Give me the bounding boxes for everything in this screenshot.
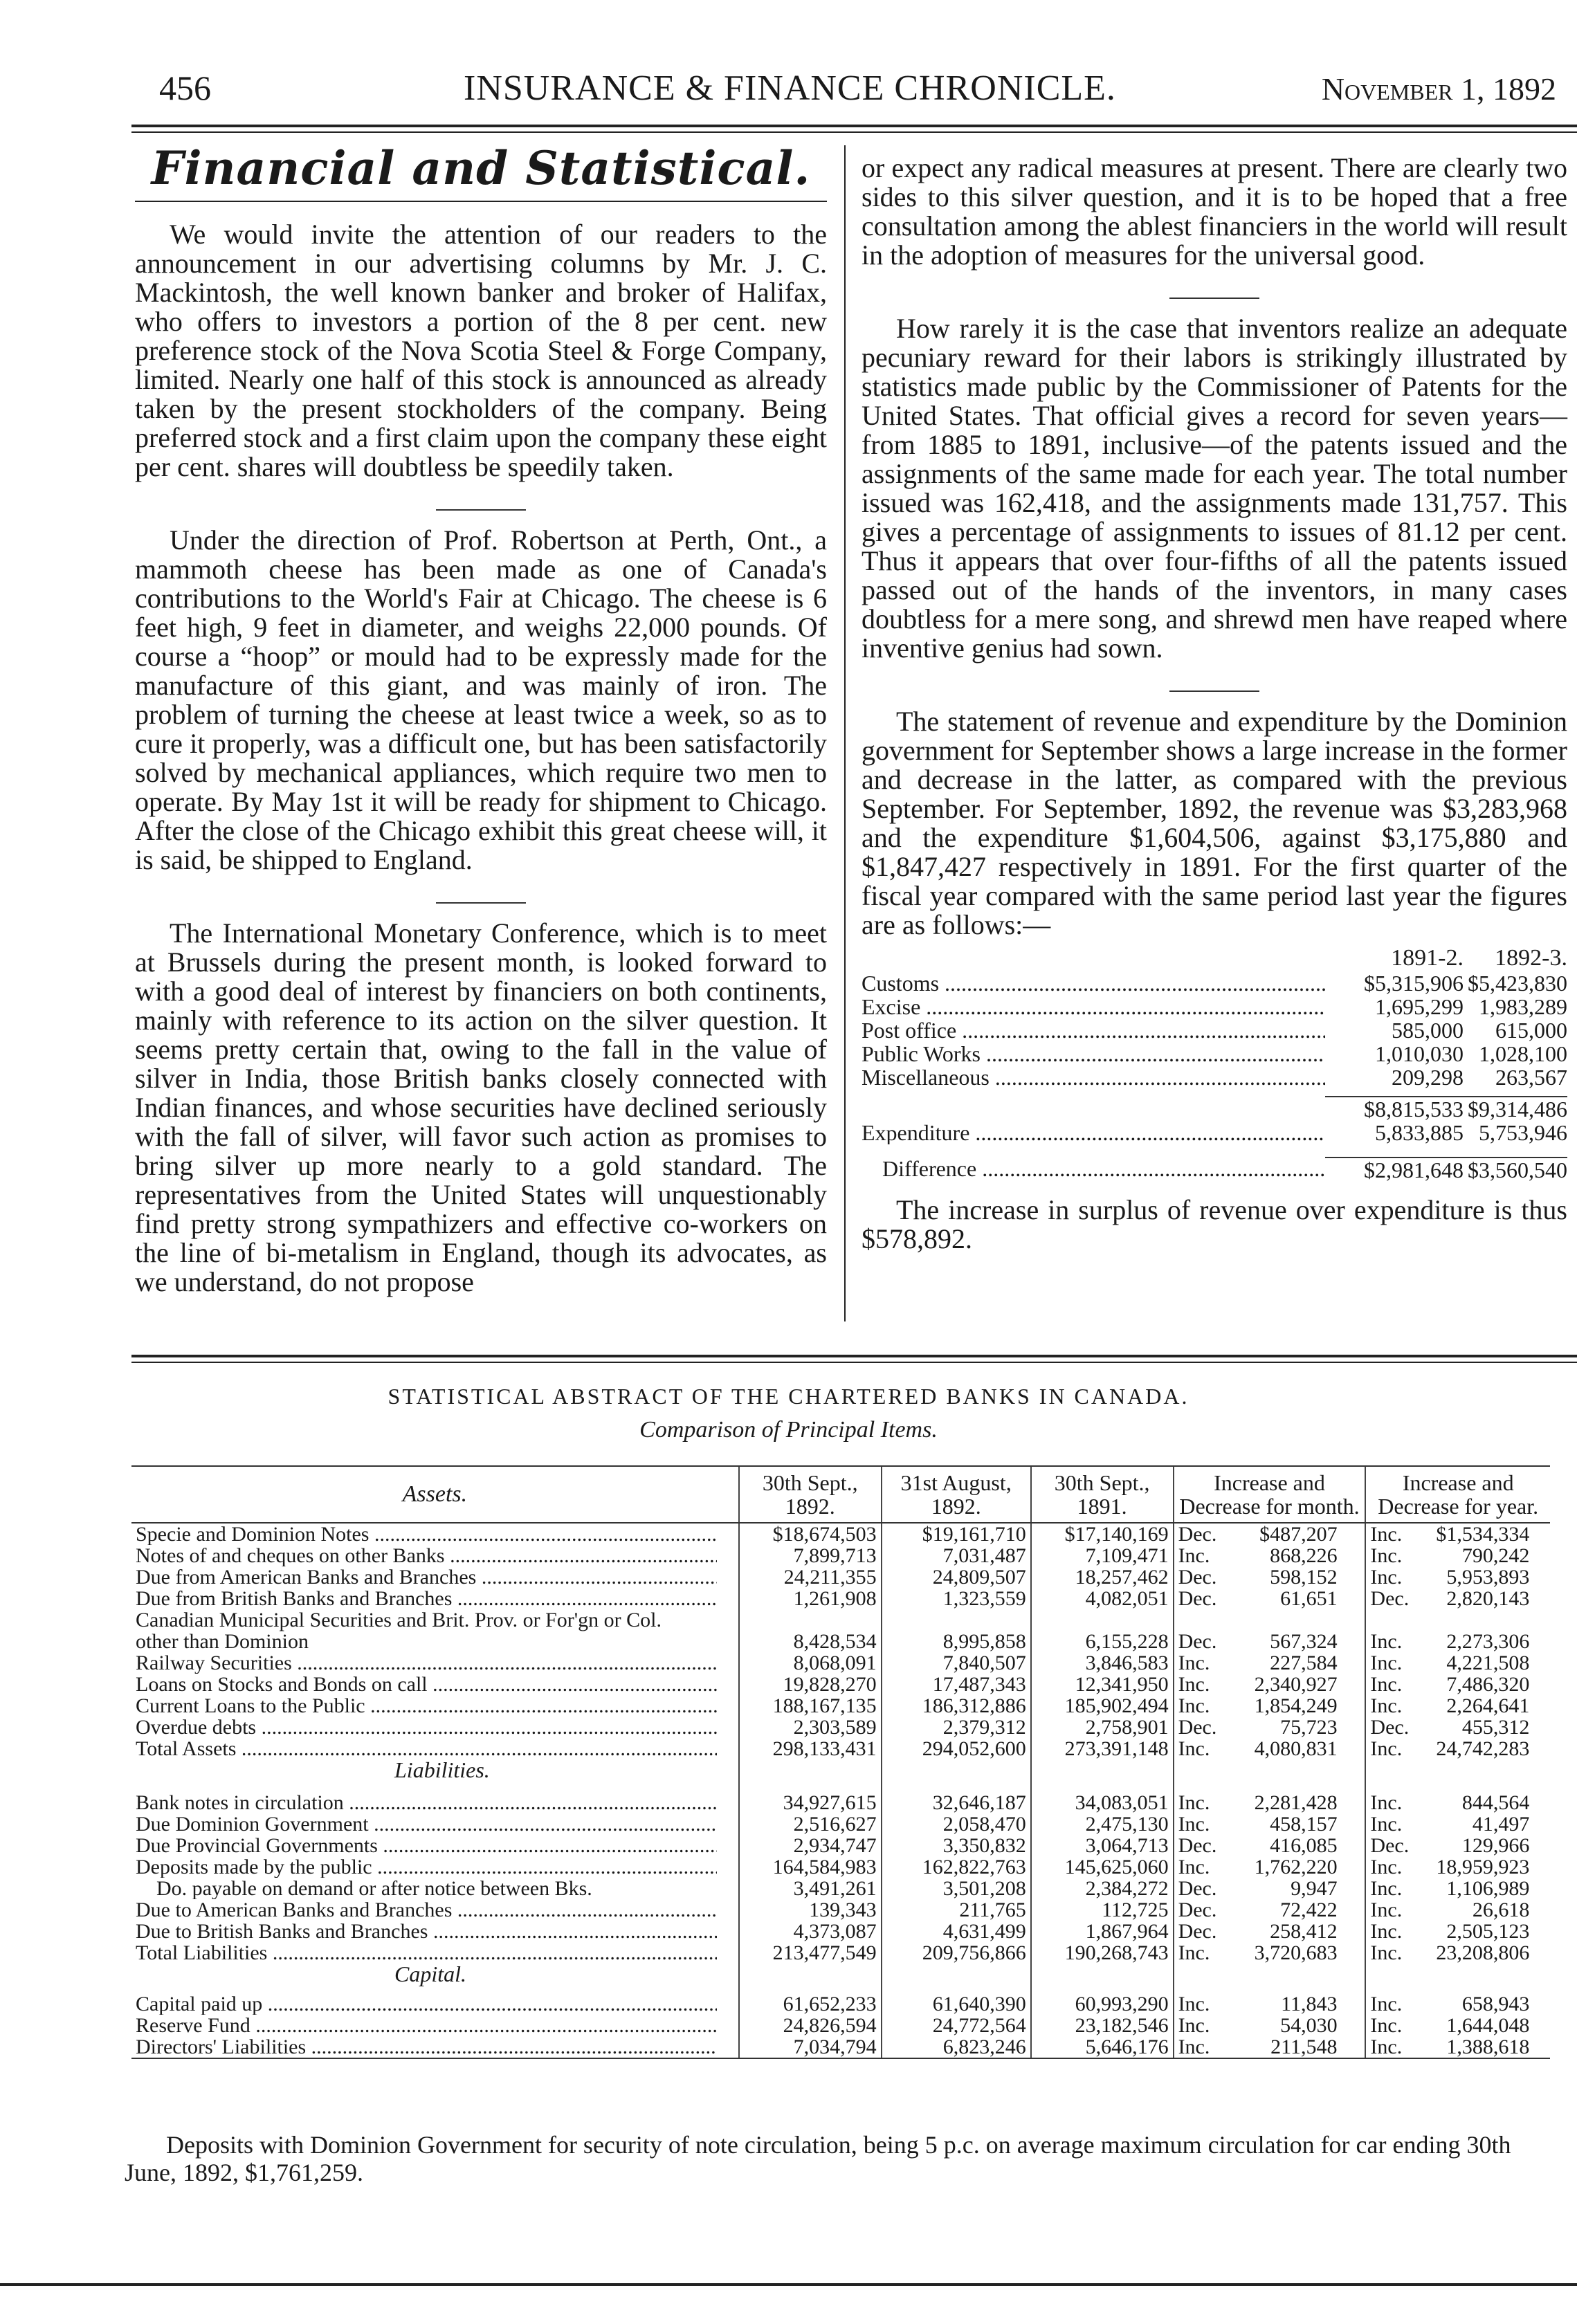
column-header: 30th Sept., 1892. (739, 1466, 882, 1523)
cell: $19,161,710 (882, 1523, 1031, 1545)
change-value: 211,548 (1270, 2035, 1338, 2058)
table-row (131, 1609, 1550, 1652)
section-row (131, 1759, 1550, 1792)
change-value: 416,085 (1270, 1834, 1338, 1857)
change-direction: Inc. (1178, 1791, 1210, 1814)
change-value: 2,281,428 (1254, 1791, 1338, 1814)
issue-date: November 1, 1892 (1321, 71, 1556, 107)
table-row (131, 1545, 1550, 1566)
change-value: 258,412 (1270, 1920, 1338, 1943)
table-row (131, 1942, 1550, 1964)
change-direction: Inc. (1370, 1630, 1403, 1653)
table-row (131, 2015, 1550, 2036)
row-label: Total Liabilities ..... (136, 1942, 717, 1964)
change-value: 9,947 (1291, 1877, 1338, 1900)
row-label: Due to American Banks and Branches ..... (136, 1899, 717, 1921)
change-direction: Inc. (1178, 2035, 1210, 2058)
column-header: 30th Sept., 1891. (1031, 1466, 1174, 1523)
change-direction: Inc. (1178, 1544, 1210, 1567)
table-row (131, 1993, 1550, 2015)
cell: 5,646,176 (1031, 2036, 1174, 2058)
change-direction: Inc. (1370, 1544, 1403, 1567)
row-label: Notes of and cheques on other Banks ..... (136, 1545, 717, 1566)
difference-value: $3,560,540 (1464, 1157, 1567, 1182)
cell: 211,765 (882, 1899, 1031, 1921)
cell: 24,772,564 (882, 2015, 1031, 2036)
cell: 60,993,290 (1031, 1993, 1174, 2015)
change-direction: Dec. (1370, 1587, 1410, 1610)
column-divider (844, 145, 846, 1321)
cell: 23,182,546 (1031, 2015, 1174, 2036)
cell: 2,303,589 (739, 1717, 882, 1738)
revenue-value: 263,567 (1495, 1065, 1567, 1090)
change-value: 1,762,220 (1254, 1856, 1338, 1878)
cell: 6,155,228 (1031, 1609, 1174, 1652)
cell: 188,167,135 (739, 1695, 882, 1717)
cell: 2,934,747 (739, 1835, 882, 1856)
header-rule-thin (131, 131, 1577, 133)
cell: $17,140,169 (1031, 1523, 1174, 1545)
cell: 294,052,600 (882, 1738, 1031, 1759)
revenue-value: 209,298 (1392, 1065, 1464, 1090)
cell: 17,487,343 (882, 1674, 1031, 1695)
change-direction: Inc. (1178, 1856, 1210, 1878)
change-direction: Inc. (1370, 1791, 1403, 1814)
row-label: Due to British Banks and Branches ..... (136, 1921, 717, 1942)
revenue-total: $9,314,486 (1464, 1096, 1567, 1121)
cell: 3,846,583 (1031, 1652, 1174, 1674)
left-column (135, 141, 827, 1324)
cell: 273,391,148 (1031, 1738, 1174, 1759)
abstract-title: STATISTICAL ABSTRACT OF THE CHARTERED BANKS IN CANADA. (388, 1384, 1189, 1409)
table-row (131, 1813, 1550, 1835)
change-value: 18,959,923 (1436, 1856, 1530, 1878)
cell: 8,995,858 (882, 1609, 1031, 1652)
cell: 4,082,051 (1031, 1588, 1174, 1609)
change-value: 4,221,508 (1446, 1651, 1530, 1674)
cell: 145,625,060 (1031, 1856, 1174, 1878)
row-label: Canadian Municipal Securities and Brit. Prov. or For'gn or Col. other than Dominion (136, 1609, 662, 1652)
row-label: Due Dominion Government ..... (136, 1813, 717, 1835)
row-label: Railway Securities ..... (136, 1652, 717, 1674)
cell: 6,823,246 (882, 2036, 1031, 2058)
article-paragraph: The statement of revenue and expenditure by the Dominion government for September shows a large increase in the former and decrease in the latter, as compared with the previous September. For September, 1892, the revenue was $3,283,968 and the expenditure $1,604,506, against $3,175,880 and $1,847,427 respectively in 1891. For the first quarter of the fiscal year compared with the same period last year the figures are as follows:— (862, 706, 1567, 940)
change-value: 1,106,989 (1446, 1877, 1530, 1900)
revenue-value: 1,010,030 (1375, 1041, 1464, 1066)
change-direction: Inc. (1178, 1993, 1210, 2015)
section-label: Capital. (394, 1961, 467, 1986)
row-label: Reserve Fund ..... (136, 2015, 717, 2036)
table-row (131, 2036, 1550, 2058)
article-separator (1169, 690, 1259, 692)
change-direction: Inc. (1370, 1566, 1403, 1589)
column-header: Increase and Decrease for month. (1174, 1466, 1366, 1523)
cell: 3,350,832 (882, 1835, 1031, 1856)
row-label: Directors' Liabilities ..... (136, 2036, 717, 2058)
cell: 61,640,390 (882, 1993, 1031, 2015)
change-direction: Dec. (1178, 1834, 1217, 1857)
change-value: $487,207 (1259, 1523, 1338, 1546)
cell: 1,261,908 (739, 1588, 882, 1609)
change-direction: Inc. (1178, 1941, 1210, 1964)
cell: 2,758,901 (1031, 1717, 1174, 1738)
row-label: Loans on Stocks and Bonds on call ..... (136, 1674, 717, 1695)
table-row (131, 1856, 1550, 1878)
revenue-row (862, 995, 1567, 1018)
cell: 12,341,950 (1031, 1674, 1174, 1695)
expenditure-label: Expenditure ..... (862, 1121, 1325, 1144)
change-value: 54,030 (1280, 2014, 1338, 2037)
cell: 18,257,462 (1031, 1566, 1174, 1588)
cell: 4,631,499 (882, 1921, 1031, 1942)
cell: 19,828,270 (739, 1674, 882, 1695)
change-value: 844,564 (1461, 1791, 1530, 1814)
table-row (131, 1523, 1550, 1545)
change-direction: Inc. (1370, 1813, 1403, 1836)
cell: 185,902,494 (1031, 1695, 1174, 1717)
section-heading: Financial and Statistical. (151, 141, 811, 195)
revenue-value: $5,315,906 (1364, 971, 1464, 996)
change-direction: Dec. (1178, 1523, 1217, 1546)
cell: 4,373,087 (739, 1921, 882, 1942)
change-value: $1,534,334 (1436, 1523, 1530, 1546)
revenue-label: Post office ..... (862, 1018, 1325, 1042)
row-label: Do. payable on demand or after notice between Bks. (156, 1878, 592, 1899)
revenue-value: 1,695,299 (1375, 994, 1464, 1019)
change-value: 3,720,683 (1254, 1941, 1338, 1964)
change-direction: Inc. (1370, 1737, 1403, 1760)
change-direction: Dec. (1370, 1834, 1410, 1857)
change-value: 24,742,283 (1436, 1737, 1530, 1760)
change-direction: Inc. (1178, 1813, 1210, 1836)
revenue-value: 585,000 (1392, 1018, 1464, 1043)
revenue-value: $5,423,830 (1468, 971, 1567, 996)
column-header: 31st August, 1892. (882, 1466, 1031, 1523)
change-direction: Dec. (1178, 1630, 1217, 1653)
table-row (131, 1717, 1550, 1738)
difference-value: $2,981,648 (1325, 1157, 1464, 1182)
change-value: 2,820,143 (1446, 1587, 1530, 1610)
change-direction: Inc. (1370, 1673, 1403, 1696)
revenue-total: $8,815,533 (1325, 1096, 1464, 1121)
cell: 7,034,794 (739, 2036, 882, 2058)
change-value: 658,943 (1461, 1993, 1530, 2015)
page-number: 456 (159, 68, 211, 107)
change-value: 61,651 (1280, 1587, 1338, 1610)
article-paragraph: Under the direction of Prof. Robertson at Perth, Ont., a mammoth cheese has been made as one of Canada's contributions to the World's Fair at Chicago. The cheese is 6 feet high, 9 feet in diameter, and weighs 22,000 pounds. Of course a “hoop” or mould had to be expressly made for the manufacture of this giant, and was mainly of iron. The problem of turning the cheese at least twice a week, so as to cure it properly, was a difficult one, but has been satisfactorily solved by mechanical appliances, which require two men to operate. By May 1st it will be ready for shipment to Chicago. After the close of the Chicago exhibit this great cheese will, it is said, be shipped to England. (135, 524, 827, 875)
cell: 1,323,559 (882, 1588, 1031, 1609)
change-value: 868,226 (1270, 1544, 1338, 1567)
difference-row (862, 1157, 1567, 1182)
row-label: Total Assets ..... (136, 1738, 717, 1759)
revenue-value: 1,983,289 (1479, 994, 1567, 1019)
change-direction: Inc. (1370, 1877, 1403, 1900)
change-value: 2,273,306 (1446, 1630, 1530, 1653)
change-direction: Inc. (1178, 2014, 1210, 2037)
cell: 190,268,743 (1031, 1942, 1174, 1964)
row-label: Deposits made by the public ..... (136, 1856, 717, 1878)
change-value: 1,644,048 (1446, 2014, 1530, 2037)
section-row (131, 1964, 1550, 1993)
change-direction: Inc. (1370, 1856, 1403, 1878)
cell: 164,584,983 (739, 1856, 882, 1878)
revenue-row (862, 971, 1567, 995)
right-column (862, 154, 1567, 1281)
cell: 24,809,507 (882, 1566, 1031, 1588)
change-value: 567,324 (1270, 1630, 1338, 1653)
change-direction: Inc. (1370, 1920, 1403, 1943)
change-direction: Dec. (1178, 1920, 1217, 1943)
year-header: 1892-3. (1495, 945, 1567, 971)
row-label: Due from American Banks and Branches ..... (136, 1566, 717, 1588)
change-value: 26,618 (1472, 1898, 1530, 1921)
table-footnote: Deposits with Dominion Government for security of note circulation, being 5 p.c. on average maximum circulation for car ending 30th June, 1892, $1,761,259. (125, 2131, 1511, 2186)
row-label: Due Provincial Governments ..... (136, 1835, 717, 1856)
change-value: 72,422 (1280, 1898, 1338, 1921)
revenue-table-header (862, 945, 1567, 971)
change-value: 41,497 (1472, 1813, 1530, 1836)
publication-title: INSURANCE & FINANCE CHRONICLE. (464, 68, 1116, 108)
change-value: 7,486,320 (1446, 1673, 1530, 1696)
cell: 2,379,312 (882, 1717, 1031, 1738)
bottom-rule (0, 2283, 1577, 2286)
revenue-value: 615,000 (1495, 1018, 1567, 1043)
row-label: Current Loans to the Public ..... (136, 1695, 717, 1717)
section-rule-thin (131, 1362, 1577, 1363)
bank-abstract-table (131, 1465, 1550, 2059)
change-value: 129,966 (1461, 1834, 1530, 1857)
row-label: Bank notes in circulation ..... (136, 1792, 717, 1813)
cell: 2,516,627 (739, 1813, 882, 1835)
row-label: Specie and Dominion Notes ..... (136, 1524, 717, 1545)
change-direction: Inc. (1370, 2035, 1403, 2058)
change-direction: Dec. (1178, 1566, 1217, 1589)
change-value: 458,157 (1270, 1813, 1338, 1836)
table-row (131, 1921, 1550, 1942)
change-direction: Inc. (1370, 2014, 1403, 2037)
table-header-row (131, 1466, 1550, 1523)
change-value: 2,264,641 (1446, 1694, 1530, 1717)
revenue-row (862, 1018, 1567, 1042)
cell: 24,211,355 (739, 1566, 882, 1588)
table-row (131, 1738, 1550, 1759)
revenue-row (862, 1065, 1567, 1089)
year-header: 1891-2. (1391, 945, 1464, 971)
cell: 34,927,615 (739, 1792, 882, 1813)
table-row (131, 1566, 1550, 1588)
row-label: Capital paid up ..... (136, 1993, 717, 2015)
table-row (131, 1588, 1550, 1609)
cell: 7,899,713 (739, 1545, 882, 1566)
change-direction: Dec. (1178, 1877, 1217, 1900)
abstract-subtitle: Comparison of Principal Items. (639, 1417, 938, 1443)
change-direction: Inc. (1370, 1993, 1403, 2015)
revenue-table (862, 945, 1567, 1182)
cell: 7,109,471 (1031, 1545, 1174, 1566)
article-paragraph: We would invite the attention of our readers to the announcement in our advertising columns by Mr. J. C. Mackintosh, the well known banker and broker of Halifax, who offers to investors a portion of the 8 per cent. new preference stock of the Nova Scotia Steel & Forge Company, limited. Nearly one half of this stock is announced as already taken by the present stockholders of the company. Being preferred stock and a first claim upon the company these eight per cent. shares will doubtless be speedily taken. (135, 219, 827, 482)
table-row (131, 1674, 1550, 1695)
section-label: Liabilities. (394, 1757, 490, 1782)
change-direction: Dec. (1178, 1898, 1217, 1921)
cell: 24,826,594 (739, 2015, 882, 2036)
article-paragraph: How rarely it is the case that inventors realize an adequate pecuniary reward for their labors is strikingly illustrated by statistics made public by the Commissioner of Patents for the United States. That official gives a record for seven years—from 1885 to 1891, inclusive—of the patents issued and the assignments of the same made for each year. The total number issued was 162,418, and the assignments made 131,757. This gives a percentage of assignments to issues of 81.12 per cent. Thus it appears that over four-fifths of all the patents issued passed out of the hands of the inventors, in many cases doubtless for a mere song, and shrewd men have reaped where inventive genius had sown. (862, 313, 1567, 664)
cell: $18,674,503 (739, 1523, 882, 1545)
table-row (131, 1899, 1550, 1921)
difference-label: Difference ..... (862, 1157, 1325, 1182)
article-paragraph: The increase in surplus of revenue over expenditure is thus $578,892. (862, 1194, 1567, 1254)
cell: 298,133,431 (739, 1738, 882, 1759)
change-value: 75,723 (1280, 1716, 1338, 1739)
change-value: 5,953,893 (1446, 1566, 1530, 1589)
change-value: 4,080,831 (1254, 1737, 1338, 1760)
change-direction: Inc. (1178, 1673, 1210, 1696)
change-direction: Dec. (1178, 1716, 1217, 1739)
revenue-label: Customs ..... (862, 971, 1325, 995)
table-row (131, 1652, 1550, 1674)
cell: 162,822,763 (882, 1856, 1031, 1878)
cell: 186,312,886 (882, 1695, 1031, 1717)
change-value: 2,340,927 (1254, 1673, 1338, 1696)
revenue-row (862, 1042, 1567, 1065)
cell: 3,491,261 (739, 1878, 882, 1899)
change-value: 227,584 (1270, 1651, 1338, 1674)
cell: 3,501,208 (882, 1878, 1031, 1899)
revenue-value: 1,028,100 (1479, 1041, 1567, 1066)
cell: 209,756,866 (882, 1942, 1031, 1964)
change-value: 790,242 (1461, 1544, 1530, 1567)
expenditure-row (862, 1121, 1567, 1144)
cell: 213,477,549 (739, 1942, 882, 1964)
cell: 139,343 (739, 1899, 882, 1921)
assets-header: Assets. (131, 1466, 739, 1523)
cell: 2,475,130 (1031, 1813, 1174, 1835)
cell: 112,725 (1031, 1899, 1174, 1921)
cell: 2,384,272 (1031, 1878, 1174, 1899)
change-value: 598,152 (1270, 1566, 1338, 1589)
revenue-total-row (862, 1096, 1567, 1121)
cell: 7,031,487 (882, 1545, 1031, 1566)
cell: 61,652,233 (739, 1993, 882, 2015)
page-header (159, 68, 1556, 118)
change-value: 2,505,123 (1446, 1920, 1530, 1943)
cell: 32,646,187 (882, 1792, 1031, 1813)
table-row (131, 1695, 1550, 1717)
cell: 1,867,964 (1031, 1921, 1174, 1942)
change-value: 11,843 (1281, 1993, 1338, 2015)
change-direction: Inc. (1370, 1523, 1403, 1546)
cell: 3,064,713 (1031, 1835, 1174, 1856)
row-label: Overdue debts ..... (136, 1717, 717, 1738)
change-direction: Inc. (1370, 1694, 1403, 1717)
change-direction: Inc. (1178, 1737, 1210, 1760)
change-direction: Inc. (1370, 1941, 1403, 1964)
table-row (131, 1835, 1550, 1856)
change-value: 23,208,806 (1436, 1941, 1530, 1964)
article-paragraph: or expect any radical measures at present. There are clearly two sides to this silver question, and it is to be hoped that a free consultation among the ablest financiers in the world will result in the adoption of measures for the universal good. (862, 152, 1567, 271)
expenditure-value: 5,833,885 (1375, 1120, 1464, 1145)
change-direction: Inc. (1178, 1694, 1210, 1717)
change-direction: Inc. (1178, 1651, 1210, 1674)
expenditure-value: 5,753,946 (1479, 1120, 1567, 1145)
change-direction: Inc. (1370, 1898, 1403, 1921)
article-paragraph: The International Monetary Conference, which is to meet at Brussels during the present month, is looked forward to with a good deal of interest by financiers on both continents, mainly with reference to its action on the silver question. It seems pretty certain that, owing to the fall in the value of silver in India, those British banks closely connected with Indian finances, and whose securities have declined seriously with the fall of silver, will favor such action as promises to bring silver up more nearly to a gold standard. The representatives from the United States will unquestionably find pretty strong sympathizers and effective co-workers on the line of bi-metalism in England, though its advocates, as we understand, do not propose (135, 917, 827, 1297)
header-rule (131, 125, 1577, 127)
cell: 34,083,051 (1031, 1792, 1174, 1813)
table-row (131, 1878, 1550, 1899)
cell: 7,840,507 (882, 1652, 1031, 1674)
change-direction: Dec. (1370, 1716, 1410, 1739)
table-row (131, 1792, 1550, 1813)
revenue-label: Public Works ..... (862, 1042, 1325, 1065)
column-header: Increase and Decrease for year. (1365, 1466, 1550, 1523)
change-value: 455,312 (1461, 1716, 1530, 1739)
article-separator (1169, 298, 1259, 299)
change-direction: Dec. (1178, 1587, 1217, 1610)
cell: 8,068,091 (739, 1652, 882, 1674)
cell: 8,428,534 (739, 1609, 882, 1652)
cell: 2,058,470 (882, 1813, 1031, 1835)
revenue-label: Excise ..... (862, 995, 1325, 1018)
row-label: Due from British Banks and Branches ..... (136, 1588, 717, 1609)
heading-rule (135, 201, 827, 202)
change-direction: Inc. (1370, 1651, 1403, 1674)
revenue-label: Miscellaneous ..... (862, 1065, 1325, 1089)
article-separator (436, 509, 526, 511)
change-value: 1,388,618 (1446, 2035, 1530, 2058)
change-value: 1,854,249 (1254, 1694, 1338, 1717)
section-rule (131, 1355, 1577, 1357)
article-separator (436, 902, 526, 904)
